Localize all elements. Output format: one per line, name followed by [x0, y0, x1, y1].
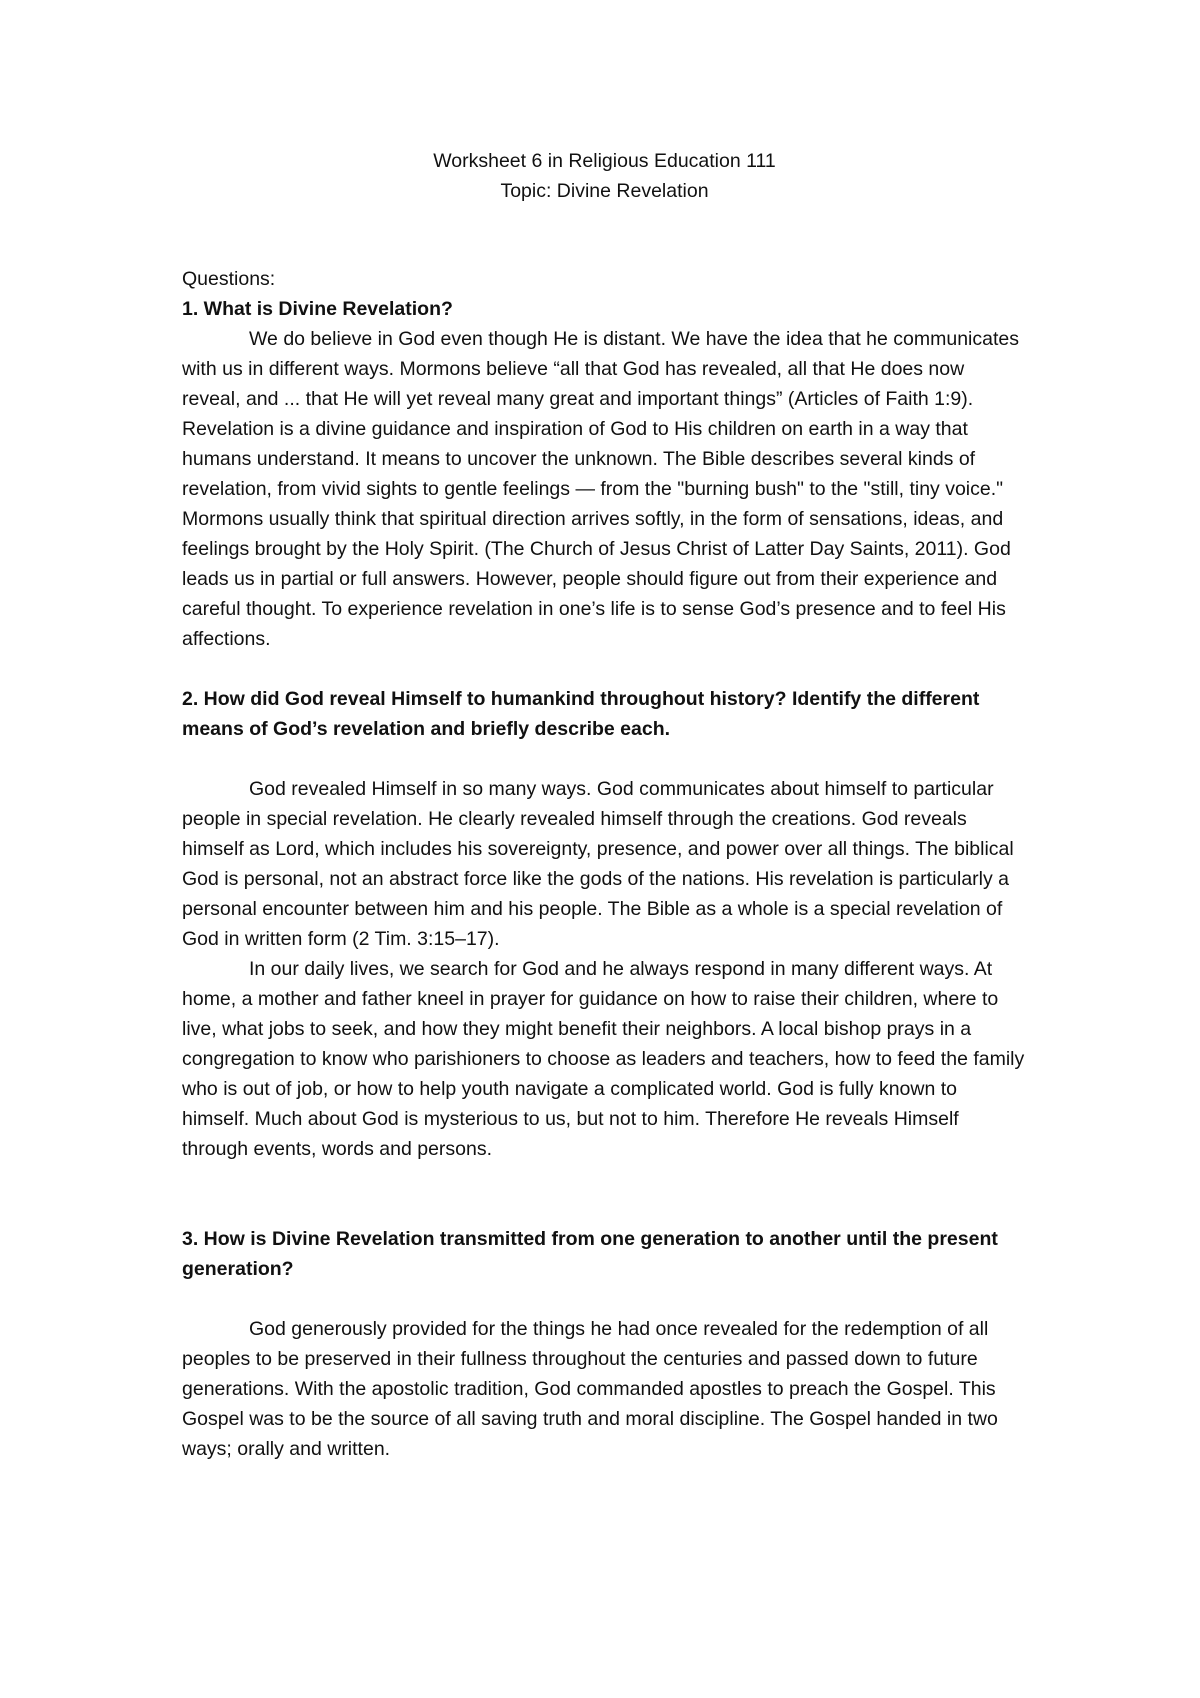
question-2: 2. How did God reveal Himself to humankind throughout history? Identify the different means of God’s revelation and briefly describe each. [182, 688, 980, 740]
document-topic: Topic: Divine Revelation [500, 180, 709, 202]
title-block [182, 146, 1027, 206]
answer-1-paragraph-1: We do believe in God even though He is distant. We have the idea that he communicates with us in different ways. Mormons believe “all that God has revealed, all that He does now reveal, and ... that He will yet reveal many great and important things” (Articles of Faith 1:9). Revelation is a divine guidance and inspiration of God to His children on earth in a way that humans understand. It means to uncover the unknown. The Bible describes several kinds of revelation, from vivid sights to gentle feelings — from the "burning bush" to the "still, tiny voice." Mormons usually think that spiritual direction arrives softly, in the form of sensations, ideas, and feelings brought by the Holy Spirit. (The Church of Jesus Christ of Latter Day Saints, 2011). God leads us in partial or full answers. However, people should figure out from their experience and careful thought. To experience revelation in one’s life is to sense God’s presence and to feel His affections. [182, 328, 1019, 650]
answer-3-paragraph-1: God generously provided for the things he had once revealed for the redemption of all peoples to be preserved in their fullness throughout the centuries and passed down to future generations. With the apostolic tradition, God commanded apostles to preach the Gospel. This Gospel was to be the source of all saving truth and moral discipline. The Gospel handed in two ways; orally and written. [182, 1318, 998, 1460]
questions-label: Questions: [182, 268, 276, 290]
question-3: 3. How is Divine Revelation transmitted from one generation to another until the present generation? [182, 1228, 998, 1280]
question-1: 1. What is Divine Revelation? [182, 298, 453, 320]
answer-2-paragraph-2: In our daily lives, we search for God and he always respond in many different ways. At home, a mother and father kneel in prayer for guidance on how to raise their children, where to live, what jobs to seek, and how they might benefit their neighbors. A local bishop prays in a congregation to know who parishioners to choose as leaders and teachers, how to feed the family who is out of job, or how to help youth navigate a complicated world. God is fully known to himself. Much about God is mysterious to us, but not to him. Therefore He reveals Himself through events, words and persons. [182, 958, 1025, 1160]
answer-2-paragraph-1: God revealed Himself in so many ways. God communicates about himself to particular people in special revelation. He clearly revealed himself through the creations. God reveals himself as Lord, which includes his sovereignty, presence, and power over all things. The biblical God is personal, not an abstract force like the gods of the nations. His revelation is particularly a personal encounter between him and his people. The Bible as a whole is a special revelation of God in written form (2 Tim. 3:15–17). [182, 778, 1014, 950]
document-body [182, 146, 1027, 1464]
document-title: Worksheet 6 in Religious Education 111 [433, 150, 776, 172]
